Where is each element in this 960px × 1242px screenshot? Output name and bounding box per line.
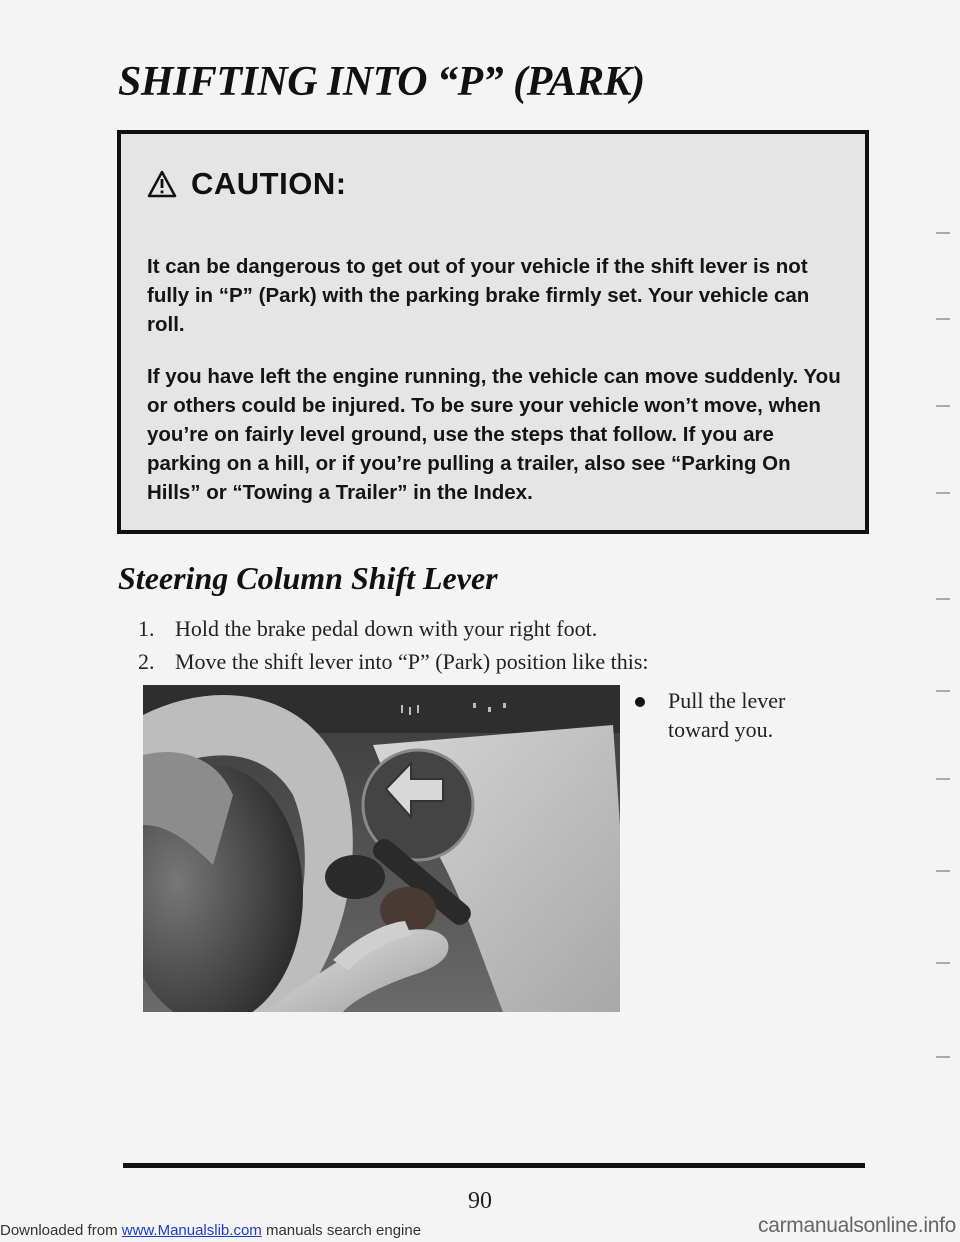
caution-paragraph-2: If you have left the engine running, the vehicle can move suddenly. You or others could be injured. To be sure your vehicle won’t move, when you’re on fairly level ground, use the steps that follow. If you are parking on a hill, or if you’re pulling a trailer, also see “Parking On Hills” or “Towing a Trailer” in the Index.	[147, 365, 841, 504]
step-item	[138, 645, 898, 678]
footer-rule	[123, 1163, 865, 1168]
step-text: Hold the brake pedal down with your right foot.	[175, 616, 598, 641]
bullet-icon	[635, 697, 645, 707]
step-list	[138, 612, 898, 678]
warning-triangle-icon	[147, 170, 177, 198]
caution-box	[117, 130, 869, 534]
footer-suffix: manuals search engine	[265, 1222, 422, 1239]
caution-label: CAUTION:	[191, 166, 347, 201]
page-title: SHIFTING INTO “P” (PARK)	[118, 59, 645, 105]
step-number: 2.	[138, 649, 155, 674]
watermark-text: carmanualsonline.info	[758, 1214, 956, 1237]
edge-mark	[936, 318, 950, 320]
manualslib-link[interactable]: www.Manualslib.com	[121, 1222, 262, 1239]
edge-mark	[936, 405, 950, 407]
step-number: 1.	[138, 616, 155, 641]
bullet-text: Pull the lever toward you.	[668, 688, 786, 742]
caution-paragraph-1: It can be dangerous to get out of your vehicle if the shift lever is not fully in “P” (Park) with the parking brake firmly set. Your vehicle can roll.	[147, 255, 810, 336]
edge-mark	[936, 690, 950, 692]
step-text: Move the shift lever into “P” (Park) position like this:	[175, 649, 649, 674]
instruction-bullet	[632, 686, 838, 744]
download-footer	[0, 1222, 421, 1239]
shift-lever-photo	[143, 685, 620, 1012]
edge-mark	[936, 232, 950, 234]
page-number: 90	[468, 1188, 492, 1214]
edge-mark	[936, 778, 950, 780]
edge-mark	[936, 1056, 950, 1058]
step-item	[138, 612, 898, 645]
shift-lever-illustration	[143, 685, 620, 1012]
section-heading: Steering Column Shift Lever	[118, 560, 498, 596]
edge-mark	[936, 598, 950, 600]
edge-mark	[936, 492, 950, 494]
edge-mark	[936, 870, 950, 872]
edge-mark	[936, 962, 950, 964]
footer-prefix: Downloaded from	[0, 1222, 118, 1239]
caution-heading	[147, 166, 347, 202]
